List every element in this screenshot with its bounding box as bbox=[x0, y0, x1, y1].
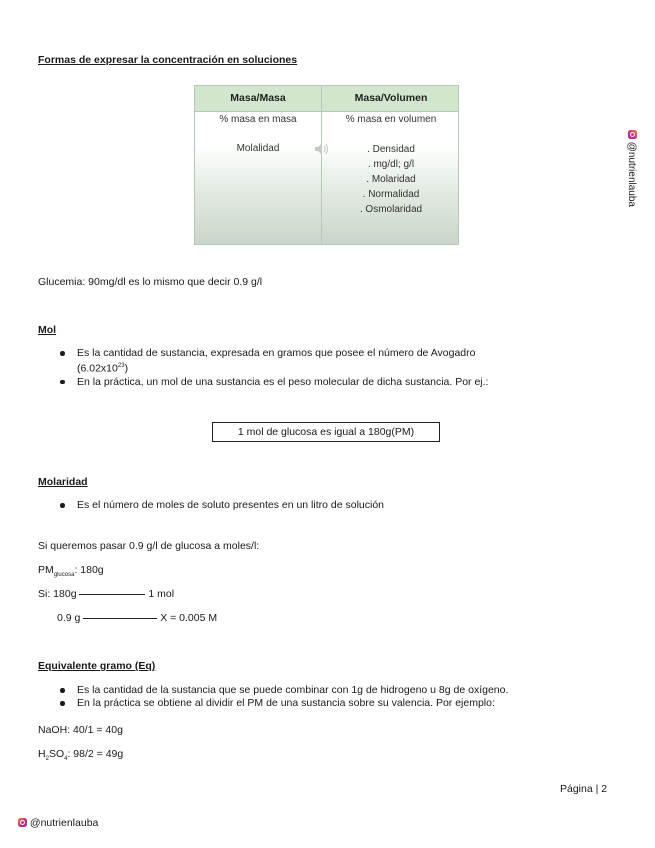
list-item bbox=[60, 697, 508, 710]
naoh-example: NaOH: 40/1 = 40g bbox=[38, 724, 123, 736]
speaker-icon bbox=[314, 141, 330, 157]
list-item bbox=[60, 376, 488, 389]
pm-line bbox=[38, 564, 104, 578]
rule-right2: X = 0.005 M bbox=[160, 612, 218, 624]
molaridad-bullets bbox=[60, 499, 384, 512]
rule-left1: Si: 180g bbox=[38, 588, 77, 600]
h2so4-part: SO bbox=[48, 748, 65, 760]
table-cell-masa-en-masa: % masa en masa bbox=[219, 114, 297, 125]
mol-bullets bbox=[60, 347, 488, 389]
side-handle-text: @nutrienlauba bbox=[626, 141, 637, 207]
pm-subscript: glucosa bbox=[53, 572, 75, 579]
table-volumen-item: . Normalidad bbox=[362, 189, 420, 200]
side-handle bbox=[628, 130, 646, 220]
table-volumen-item: . Densidad bbox=[367, 144, 415, 155]
table-volumen-item: . mg/dl; g/l bbox=[367, 159, 415, 170]
mol-boxed-example: 1 mol de glucosa es igual a 180g(PM) bbox=[212, 422, 440, 442]
table-cell-molalidad: Molalidad bbox=[236, 143, 280, 154]
table-header-masa-volumen: Masa/Volumen bbox=[354, 92, 428, 104]
page-title: Formas de expresar la concentración en soluciones bbox=[38, 54, 298, 66]
h2so4-part: : 98/2 = 49g bbox=[67, 748, 124, 760]
list-item bbox=[60, 499, 384, 512]
h2so4-example bbox=[38, 748, 123, 762]
table-volumen-item: . Molaridad bbox=[366, 174, 416, 185]
instagram-icon bbox=[628, 130, 637, 139]
pm-label: PM bbox=[38, 564, 54, 576]
mol-bullet2: En la práctica, un mol de una sustancia es el peso molecular de dicha sustancia. Por ej.: bbox=[77, 375, 489, 388]
h2so4-subscript: 2 bbox=[45, 756, 49, 763]
rule-right1: 1 mol bbox=[148, 588, 175, 600]
footer-handle bbox=[18, 817, 98, 829]
mol-bullet1-line1: Es la cantidad de sustancia, expresada en gramos que posee el número de Avogadro bbox=[77, 347, 476, 359]
page-number: Página | 2 bbox=[560, 783, 608, 795]
table-cell-masa-en-volumen: % masa en volumen bbox=[345, 114, 437, 125]
rule-blank-line bbox=[83, 618, 157, 619]
list-item bbox=[60, 347, 488, 376]
mol-heading: Mol bbox=[38, 324, 57, 336]
side-handle-text-wrap bbox=[626, 130, 637, 207]
pm-value: : 180g bbox=[74, 564, 104, 576]
h2so4-subscript: 4 bbox=[64, 756, 68, 763]
footer-handle-text: @nutrienlauba bbox=[29, 817, 99, 829]
molaridad-intro: Si queremos pasar 0.9 g/l de glucosa a moles/l: bbox=[38, 540, 260, 552]
table-volumen-list bbox=[322, 142, 460, 217]
rule-left2: 0.9 g bbox=[57, 612, 81, 624]
table-header-masa-masa: Masa/Masa bbox=[230, 92, 286, 104]
equivalente-bullets bbox=[60, 684, 508, 710]
equivalente-heading: Equivalente gramo (Eq) bbox=[38, 660, 156, 672]
glucemia-text: Glucemia: 90mg/dl es lo mismo que decir 0.9 g/l bbox=[38, 276, 263, 288]
rule-of-three-line2 bbox=[57, 612, 217, 624]
mol-bullet1-superscript: 23 bbox=[117, 363, 125, 369]
rule-of-three-line1 bbox=[38, 588, 174, 600]
rule-blank-line bbox=[79, 594, 145, 595]
molaridad-heading: Molaridad bbox=[38, 476, 88, 488]
molaridad-bullet1: Es el número de moles de soluto presentes en un litro de solución bbox=[77, 499, 385, 511]
h2so4-part: H bbox=[38, 748, 46, 760]
mol-bullet1-line2: (6.02x10 bbox=[77, 362, 118, 375]
table-volumen-item: . Osmolaridad bbox=[359, 204, 423, 215]
equivalente-bullet1: Es la cantidad de la sustancia que se puede combinar con 1g de hidrogeno u 8g de oxígeno. bbox=[77, 684, 509, 696]
instagram-icon bbox=[18, 818, 27, 827]
list-item bbox=[60, 684, 508, 697]
concentration-table bbox=[194, 85, 459, 245]
mol-bullet1-line2-end: ) bbox=[124, 362, 129, 375]
equivalente-bullet2: En la práctica se obtiene al dividir el PM de una sustancia sobre su valencia. Por ejemplo: bbox=[77, 697, 495, 709]
